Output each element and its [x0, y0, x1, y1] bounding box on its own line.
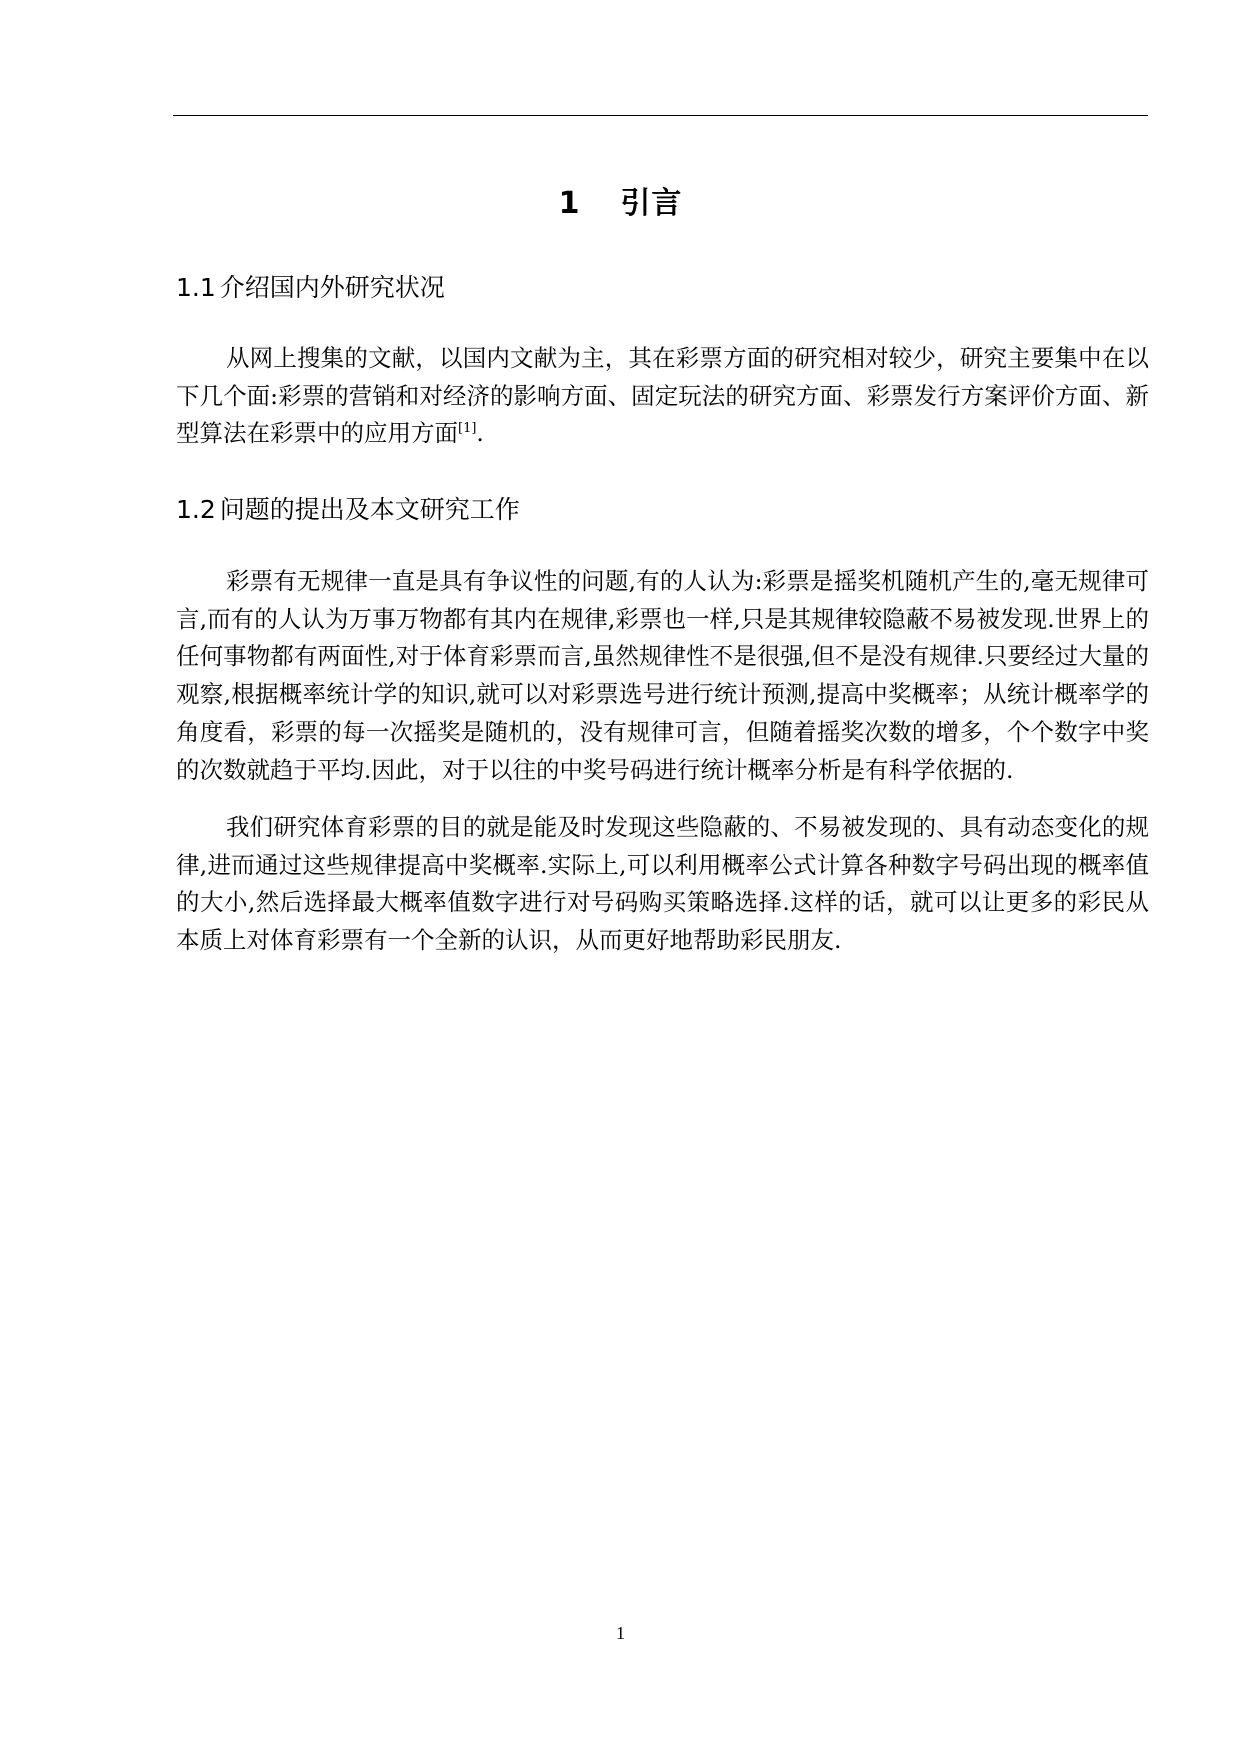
section-number: 1.1 — [176, 273, 216, 302]
section-number: 1.2 — [176, 495, 216, 524]
paragraph-end: . — [476, 419, 484, 448]
section-title: 介绍国内外研究状况 — [219, 273, 445, 302]
paragraph-text: 从网上搜集的文献，以国内文献为主，其在彩票方面的研究相对较少，研究主要集中在以下几个面:彩票的营销和对经济的影响方面、固定玩法的研究方面、彩票发行方案评价方面、新型算法在彩票中的应用方面 — [176, 344, 1149, 448]
paragraph-literature-review — [176, 340, 1149, 453]
citation-reference: [1] — [458, 421, 477, 437]
section-title: 问题的提出及本文研究工作 — [219, 495, 520, 524]
section-heading-1-2 — [176, 492, 520, 528]
page-number: 1 — [616, 1623, 625, 1643]
section-heading-1-1 — [176, 270, 445, 306]
chapter-title-text: 引言 — [620, 186, 683, 221]
chapter-number: 1 — [558, 186, 581, 221]
paragraph-text: 我们研究体育彩票的目的就是能及时发现这些隐蔽的、不易被发现的、具有动态变化的规律,进而通过这些规律提高中奖概率.实际上,可以利用概率公式计算各种数字号码出现的概率值的大小,然后选择最大概率值数字进行对号码购买策略选择.这样的话，就可以让更多的彩民从本质上对体育彩票有一个全新的认识，从而更好地帮助彩民朋友. — [176, 813, 1149, 955]
header-rule — [173, 115, 1148, 116]
paragraph-text: 彩票有无规律一直是具有争议性的问题,有的人认为:彩票是摇奖机随机产生的,毫无规律可言,而有的人认为万事万物都有其内在规律,彩票也一样,只是其规律较隐蔽不易被发现.世界上的任何事物都有两面性,对于体育彩票而言,虽然规律性不是很强,但不是没有规律.只要经过大量的观察,根据概率统计学的知识,就可以对彩票选号进行统计预测,提高中奖概率；从统计概率学的角度看，彩票的每一次摇奖是随机的，没有规律可言，但随着摇奖次数的增多，个个数字中奖的次数就趋于平均.因此，对于以往的中奖号码进行统计概率分析是有科学依据的. — [176, 567, 1149, 784]
chapter-title — [0, 180, 1241, 228]
paragraph-problem-statement — [176, 563, 1149, 789]
paragraph-research-purpose — [176, 809, 1149, 960]
